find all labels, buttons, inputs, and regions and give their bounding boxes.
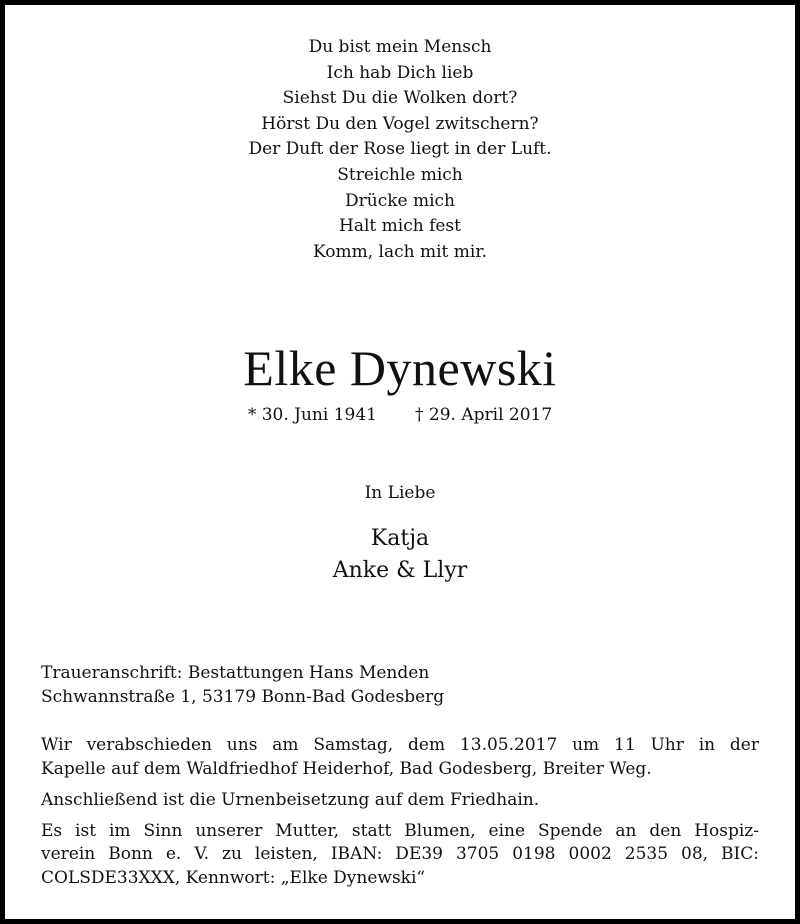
poem-line: Hörst Du den Vogel zwitschern? [261, 113, 539, 134]
donation-line: COLSDE33XXX, Kennwort: „Elke Dynewski“ [41, 867, 426, 888]
poem-line: Komm, lach mit mir. [313, 241, 487, 262]
death-date: † 29. April 2017 [415, 405, 553, 425]
deceased-name: Elke Dynewski [243, 340, 557, 396]
address-line: Traueranschrift: Bestattungen Hans Menden [41, 663, 430, 683]
poem-line: Drücke mich [344, 190, 456, 211]
poem-line: Siehst Du die Wolken dort? [282, 88, 518, 109]
mourner-name: Katja [370, 526, 430, 551]
farewell-line: Kapelle auf dem Waldfriedhof Heiderhof, Bad Godesberg, Breiter Weg. [41, 758, 652, 779]
burial-paragraph [41, 789, 759, 813]
farewell-paragraph [41, 734, 759, 781]
birth-date: * 30. Juni 1941 [247, 405, 377, 425]
donation-line: verein Bonn e. V. zu leisten, IBAN: DE39 3705 0198 0002 2535 08, BIC: [41, 844, 759, 864]
in-love-text: In Liebe [364, 483, 436, 503]
poem-line: Streichle mich [337, 164, 463, 185]
poem-line: Ich hab Dich lieb [326, 62, 474, 83]
burial-line: Anschließend ist die Urnenbeisetzung auf dem Friedhain. [41, 789, 540, 810]
poem-line: Der Duft der Rose liegt in der Luft. [248, 139, 552, 160]
poem [0, 35, 800, 265]
mourners-names [0, 523, 800, 587]
mourner-name: Anke & Llyr [332, 558, 468, 583]
donation-line: Es ist im Sinn unserer Mutter, statt Blumen, eine Spende an den Hospiz- [41, 820, 759, 841]
farewell-line: Wir verabschieden uns am Samstag, dem 13.05.2017 um 11 Uhr in der [41, 735, 759, 755]
poem-line: Du bist mein Mensch [308, 37, 492, 57]
mourning-address [41, 662, 761, 709]
address-line: Schwannstraße 1, 53179 Bonn-Bad Godesberg [41, 686, 445, 707]
life-dates [0, 403, 800, 427]
poem-line: Halt mich fest [339, 216, 461, 237]
donation-paragraph [41, 820, 759, 891]
ceremony-info [41, 734, 759, 898]
